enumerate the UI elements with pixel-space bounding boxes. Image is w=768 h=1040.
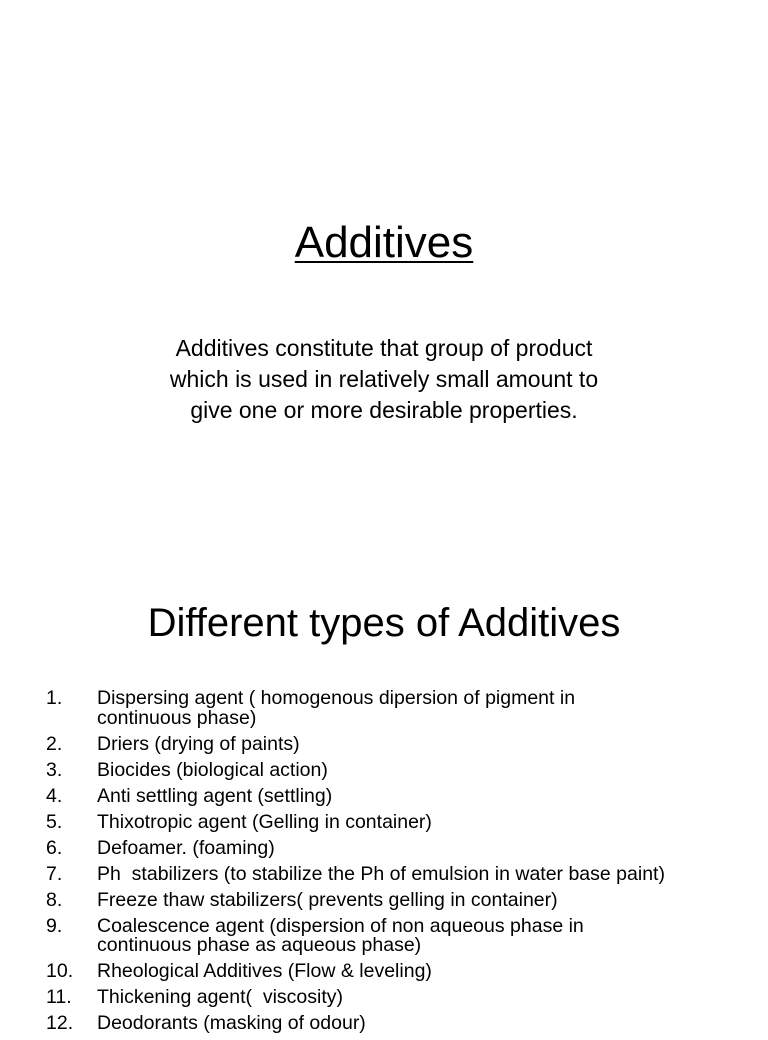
list-item-text bbox=[97, 862, 738, 885]
list-item bbox=[0, 914, 768, 956]
list-item-text bbox=[97, 810, 738, 833]
list-item-number: 9. bbox=[46, 914, 63, 937]
list-item-number: 12. bbox=[46, 1012, 74, 1034]
list-item-line: Driers (drying of paints) bbox=[97, 732, 300, 755]
list-item-line: Freeze thaw stabilizers( prevents gelling in container) bbox=[97, 888, 558, 911]
list-item-line: Coalescence agent (dispersion of non aqueous phase in bbox=[97, 914, 584, 937]
list-item-number: 6. bbox=[46, 836, 63, 859]
list-item-number: 8. bbox=[46, 888, 63, 911]
list-item bbox=[0, 758, 768, 781]
list-item-text bbox=[97, 689, 738, 728]
list-item bbox=[0, 784, 768, 807]
list-item-text bbox=[97, 888, 738, 911]
list-item-text bbox=[97, 988, 738, 1008]
section-heading: Different types of Additives bbox=[147, 601, 621, 645]
list-item bbox=[0, 862, 768, 885]
list-item-line: Biocides (biological action) bbox=[97, 758, 328, 781]
list-item-number: 11. bbox=[46, 986, 72, 1008]
list-item-text bbox=[97, 914, 738, 956]
list-item-number: 10. bbox=[46, 960, 74, 982]
list-item-line: Ph stabilizers (to stabilize the Ph of emulsion in water base paint) bbox=[97, 862, 665, 885]
list-item-line: continuous phase) bbox=[97, 706, 257, 729]
list-item-number: 5. bbox=[46, 810, 63, 833]
list-item-text bbox=[97, 962, 738, 982]
list-item-number: 3. bbox=[46, 758, 63, 781]
list-item-text bbox=[97, 836, 738, 859]
page-title: Additives bbox=[294, 218, 474, 267]
list-item-text bbox=[97, 732, 738, 755]
list-item-line: Thixotropic agent (Gelling in container) bbox=[97, 810, 432, 833]
list-item-number: 7. bbox=[46, 862, 63, 885]
list-item-line: Anti settling agent (settling) bbox=[97, 784, 333, 807]
list-item bbox=[0, 810, 768, 833]
list-item bbox=[0, 689, 768, 728]
list-item-number: 1. bbox=[46, 687, 63, 709]
list-item-text bbox=[97, 758, 738, 781]
intro-line: which is used in relatively small amount to bbox=[169, 366, 599, 392]
intro-line: Additives constitute that group of product bbox=[175, 335, 593, 361]
list-item-line: Thickening agent( viscosity) bbox=[97, 986, 344, 1008]
list-item bbox=[0, 836, 768, 859]
intro-paragraph bbox=[0, 333, 768, 426]
intro-line: give one or more desirable properties. bbox=[190, 397, 578, 423]
list-item-number: 2. bbox=[46, 732, 63, 755]
list-item bbox=[0, 962, 768, 982]
list-item-line: continuous phase as aqueous phase) bbox=[97, 934, 422, 956]
list-item-number: 4. bbox=[46, 784, 63, 807]
list-item-line: Dispersing agent ( homogenous dipersion of pigment in bbox=[97, 687, 576, 709]
list-item-line: Deodorants (masking of odour) bbox=[97, 1012, 366, 1034]
list-item-line: Defoamer. (foaming) bbox=[97, 836, 275, 859]
list-item-line: Rheological Additives (Flow & leveling) bbox=[97, 960, 432, 982]
list-item bbox=[0, 988, 768, 1008]
list-item bbox=[0, 888, 768, 911]
additives-list bbox=[0, 689, 768, 1040]
list-item bbox=[0, 732, 768, 755]
list-item-text bbox=[97, 784, 738, 807]
